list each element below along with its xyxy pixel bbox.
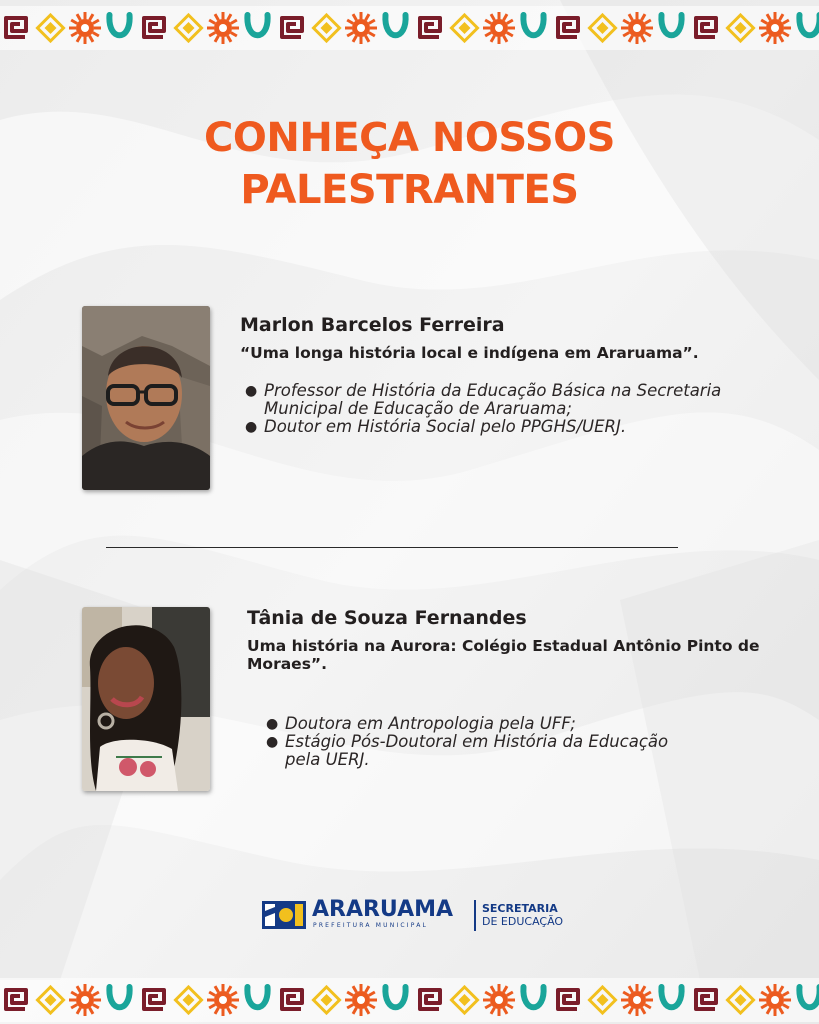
- speaker-credentials-list: [240, 382, 740, 436]
- speaker-block-1: [240, 312, 760, 436]
- list-item: [240, 382, 740, 418]
- bullet-dot-icon: ●: [266, 716, 279, 732]
- araruama-emblem-icon: [262, 901, 306, 929]
- credential-text: Doutor em História Social pelo PPGHS/UERJ.: [264, 417, 627, 436]
- bullet-dot-icon: ●: [245, 383, 258, 399]
- speaker-block-2: [247, 605, 767, 769]
- credential-text: Professor de História da Educação Básica na Secretaria Municipal de Educação de Araruama;: [264, 381, 722, 418]
- bullet-dot-icon: ●: [266, 734, 279, 750]
- credential-text: Doutora em Antropologia pela UFF;: [285, 714, 576, 733]
- araruama-education-logo: [262, 898, 572, 934]
- speaker-talk-title: “Uma longa história local e indígena em Araruama”.: [240, 344, 699, 362]
- logo-wordmark: ARARUAMA: [312, 897, 454, 922]
- decorative-border-top: [0, 6, 819, 50]
- logo-separator: [474, 900, 476, 931]
- speaker-name: Marlon Barcelos Ferreira: [240, 314, 505, 336]
- speaker-photo-marlon: [82, 306, 210, 490]
- page-title: [0, 112, 819, 216]
- decorative-border-bottom: [0, 978, 819, 1022]
- list-item: [261, 715, 681, 733]
- credential-text: Estágio Pós-Doutoral em História da Educação pela UERJ.: [285, 732, 669, 769]
- title-line-2: PALESTRANTES: [240, 167, 579, 213]
- list-item: [240, 418, 740, 436]
- speaker-photo-tania: [82, 607, 210, 791]
- list-item: [261, 733, 681, 769]
- speaker-credentials-list: [261, 715, 681, 769]
- speaker-name: Tânia de Souza Fernandes: [247, 607, 527, 629]
- logo-tagline: PREFEITURA MUNICIPAL: [313, 922, 429, 929]
- title-line-1: CONHEÇA NOSSOS: [204, 115, 615, 161]
- section-divider: [106, 547, 678, 548]
- bullet-dot-icon: ●: [245, 419, 258, 435]
- speaker-talk-title: Uma história na Aurora: Colégio Estadual Antônio Pinto de Moraes”.: [247, 637, 760, 673]
- educacao-label: DE EDUCAÇÃO: [482, 915, 564, 928]
- secretaria-label: SECRETARIA: [482, 902, 558, 915]
